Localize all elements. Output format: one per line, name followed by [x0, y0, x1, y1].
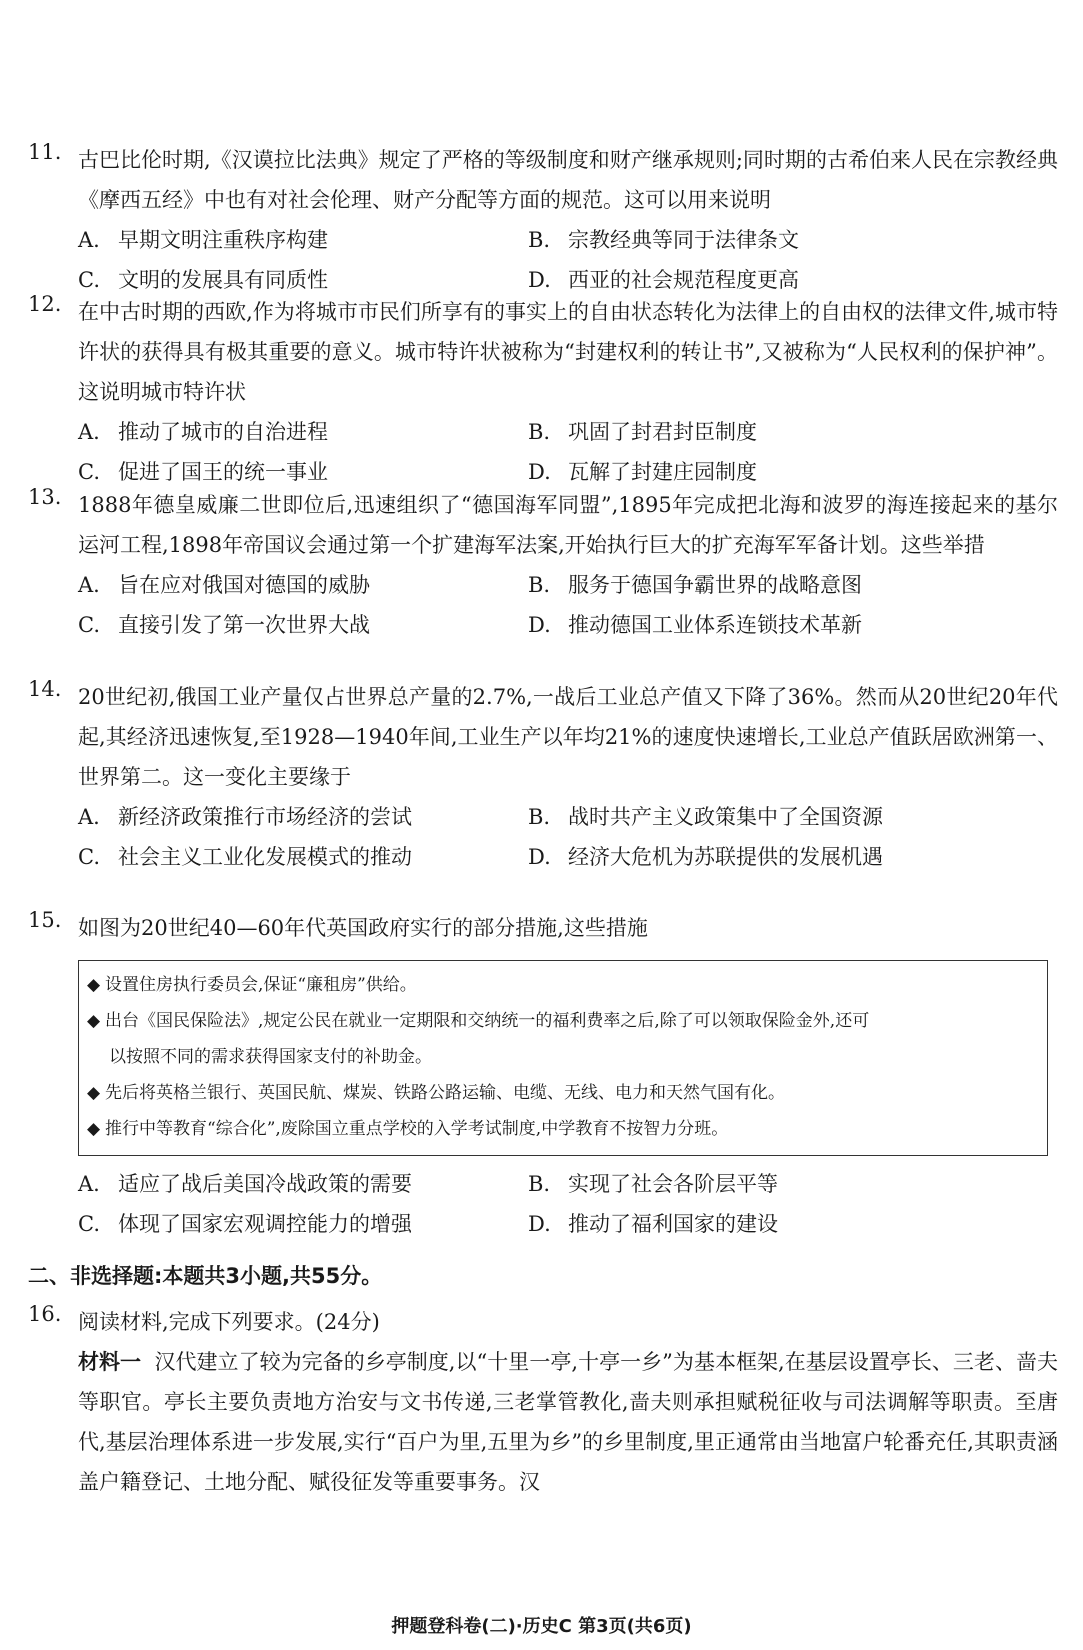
option-b[interactable] [528, 565, 998, 605]
diamond-icon: ◆ [87, 975, 101, 995]
options [78, 565, 1058, 645]
option-a[interactable] [78, 412, 528, 452]
question-12 [28, 292, 1058, 492]
option-text: 战时共产主义政策集中了全国资源 [568, 805, 883, 829]
question-number: 12. [28, 292, 62, 316]
option-letter: C. [78, 1212, 100, 1236]
option-b[interactable] [528, 412, 998, 452]
option-letter: A. [78, 1172, 100, 1196]
option-letter: C. [78, 460, 100, 484]
question-number: 13. [28, 485, 62, 509]
box-item [87, 967, 1039, 1003]
diamond-icon: ◆ [87, 1083, 101, 1103]
option-text: 促进了国王的统一事业 [118, 460, 328, 484]
question-14 [28, 677, 1058, 877]
material-label: 材料一 [78, 1350, 142, 1374]
option-text: 推动德国工业体系连锁技术革新 [568, 613, 862, 637]
box-item-text: 设置住房执行委员会,保证“廉租房”供给。 [105, 975, 417, 995]
option-letter: B. [528, 573, 551, 597]
option-letter: A. [78, 228, 100, 252]
section-title: 二、非选择题:本题共3小题,共55分。 [28, 1264, 383, 1288]
option-text: 宗教经典等同于法律条文 [568, 228, 799, 252]
option-letter: A. [78, 573, 100, 597]
question-stem: 阅读材料,完成下列要求。(24分) [78, 1310, 380, 1334]
question-13 [28, 485, 1058, 645]
box-item-text: 推行中等教育“综合化”,废除国立重点学校的入学考试制度,中学教育不按智力分班。 [105, 1119, 729, 1139]
option-text: 瓦解了封建庄园制度 [568, 460, 757, 484]
option-text: 推动了福利国家的建设 [568, 1212, 778, 1236]
box-item-text: 先后将英格兰银行、英国民航、煤炭、铁路公路运输、电缆、无线、电力和天然气国有化。 [105, 1083, 785, 1103]
option-letter: A. [78, 805, 100, 829]
option-letter: D. [528, 1212, 551, 1236]
option-text: 经济大危机为苏联提供的发展机遇 [568, 845, 883, 869]
option-letter: D. [528, 613, 551, 637]
question-15 [28, 908, 1058, 948]
option-letter: B. [528, 805, 551, 829]
option-letter: C. [78, 268, 100, 292]
material-text: 汉代建立了较为完备的乡亭制度,以“十里一亭,十亭一乡”为基本框架,在基层设置亭长、三老、啬夫等职官。亭长主要负责地方治安与文书传递,三老掌管教化,啬夫则承担赋税征收与司法调解等职责。至唐代,基层治理体系进一步发展,实行“百户为里,五里为乡”的乡里制度,里正通常由当地富户轮番充任,其职责涵盖户籍登记、土地分配、赋役征发等重要事务。汉 [78, 1350, 1059, 1494]
option-letter: D. [528, 845, 551, 869]
options [78, 220, 1058, 300]
options [78, 1164, 1058, 1244]
box-item [87, 1003, 1039, 1039]
question-stem: 20世纪初,俄国工业产量仅占世界总产量的2.7%,一战后工业总产值又下降了36%。然而从20世纪20年代起,其经济迅速恢复,至1928—1940年间,工业生产以年均21%的速度快速增长,工业总产值跃居欧洲第一、世界第二。这一变化主要缘于 [78, 685, 1058, 789]
question-16 [28, 1302, 1058, 1502]
options [78, 412, 1058, 492]
options [78, 797, 1058, 877]
question-stem: 如图为20世纪40—60年代英国政府实行的部分措施,这些措施 [78, 916, 648, 940]
option-letter: D. [528, 460, 551, 484]
question-number: 15. [28, 908, 62, 932]
option-text: 文明的发展具有同质性 [118, 268, 328, 292]
option-text: 实现了社会各阶层平等 [568, 1172, 778, 1196]
option-text: 西亚的社会规范程度更高 [568, 268, 799, 292]
option-text: 直接引发了第一次世界大战 [118, 613, 370, 637]
option-d[interactable] [528, 837, 998, 877]
material-one [78, 1342, 1058, 1502]
option-c[interactable] [78, 837, 528, 877]
option-text: 适应了战后美国冷战政策的需要 [118, 1172, 412, 1196]
box-item [87, 1111, 1039, 1147]
option-text: 旨在应对俄国对德国的威胁 [118, 573, 370, 597]
diamond-icon: ◆ [87, 1119, 101, 1139]
question-stem: 1888年德皇威廉二世即位后,迅速组织了“德国海军同盟”,1895年完成把北海和波罗的海连接起来的基尔运河工程,1898年帝国议会通过第一个扩建海军法案,开始执行巨大的扩充海军军备计划。这些举措 [78, 493, 1058, 557]
option-letter: B. [528, 420, 551, 444]
question-stem: 在中古时期的西欧,作为将城市市民们所享有的事实上的自由状态转化为法律上的自由权的法律文件,城市特许状的获得具有极其重要的意义。城市特许状被称为“封建权利的转让书”,又被称为“人民权利的保护神”。这说明城市特许状 [78, 300, 1058, 404]
option-b[interactable] [528, 1164, 998, 1204]
option-text: 服务于德国争霸世界的战略意图 [568, 573, 862, 597]
option-text: 社会主义工业化发展模式的推动 [118, 845, 412, 869]
option-text: 早期文明注重秩序构建 [118, 228, 328, 252]
option-text: 推动了城市的自治进程 [118, 420, 328, 444]
question-number: 16. [28, 1302, 62, 1326]
option-text: 新经济政策推行市场经济的尝试 [118, 805, 412, 829]
option-a[interactable] [78, 565, 528, 605]
option-text: 巩固了封君封臣制度 [568, 420, 757, 444]
option-letter: A. [78, 420, 100, 444]
page-footer: 押题登科卷(二)·历史C 第3页(共6页) [391, 1616, 692, 1637]
option-b[interactable] [528, 220, 998, 260]
option-letter: C. [78, 613, 100, 637]
option-letter: C. [78, 845, 100, 869]
option-a[interactable] [78, 1164, 528, 1204]
option-c[interactable] [78, 1204, 528, 1244]
diamond-icon: ◆ [87, 1011, 101, 1031]
option-b[interactable] [528, 797, 998, 837]
option-text: 体现了国家宏观调控能力的增强 [118, 1212, 412, 1236]
option-letter: B. [528, 228, 551, 252]
option-letter: D. [528, 268, 551, 292]
option-a[interactable] [78, 220, 528, 260]
box-item-text: 出台《国民保险法》,规定公民在就业一定期限和交纳统一的福利费率之后,除了可以领取保险金外,还可 [105, 1011, 870, 1031]
question-15-options [28, 1164, 1058, 1244]
question-number: 14. [28, 677, 62, 701]
option-c[interactable] [78, 605, 528, 645]
question-number: 11. [28, 140, 62, 164]
option-a[interactable] [78, 797, 528, 837]
measures-box [78, 960, 1048, 1156]
option-d[interactable] [528, 605, 998, 645]
option-d[interactable] [528, 1204, 998, 1244]
question-stem: 古巴比伦时期,《汉谟拉比法典》规定了严格的等级制度和财产继承规则;同时期的古希伯来人民在宗教经典《摩西五经》中也有对社会伦理、财产分配等方面的规范。这可以用来说明 [78, 148, 1058, 212]
option-letter: B. [528, 1172, 551, 1196]
box-item-continuation: 以按照不同的需求获得国家支付的补助金。 [109, 1047, 432, 1067]
question-11 [28, 140, 1058, 300]
box-item [87, 1075, 1039, 1111]
